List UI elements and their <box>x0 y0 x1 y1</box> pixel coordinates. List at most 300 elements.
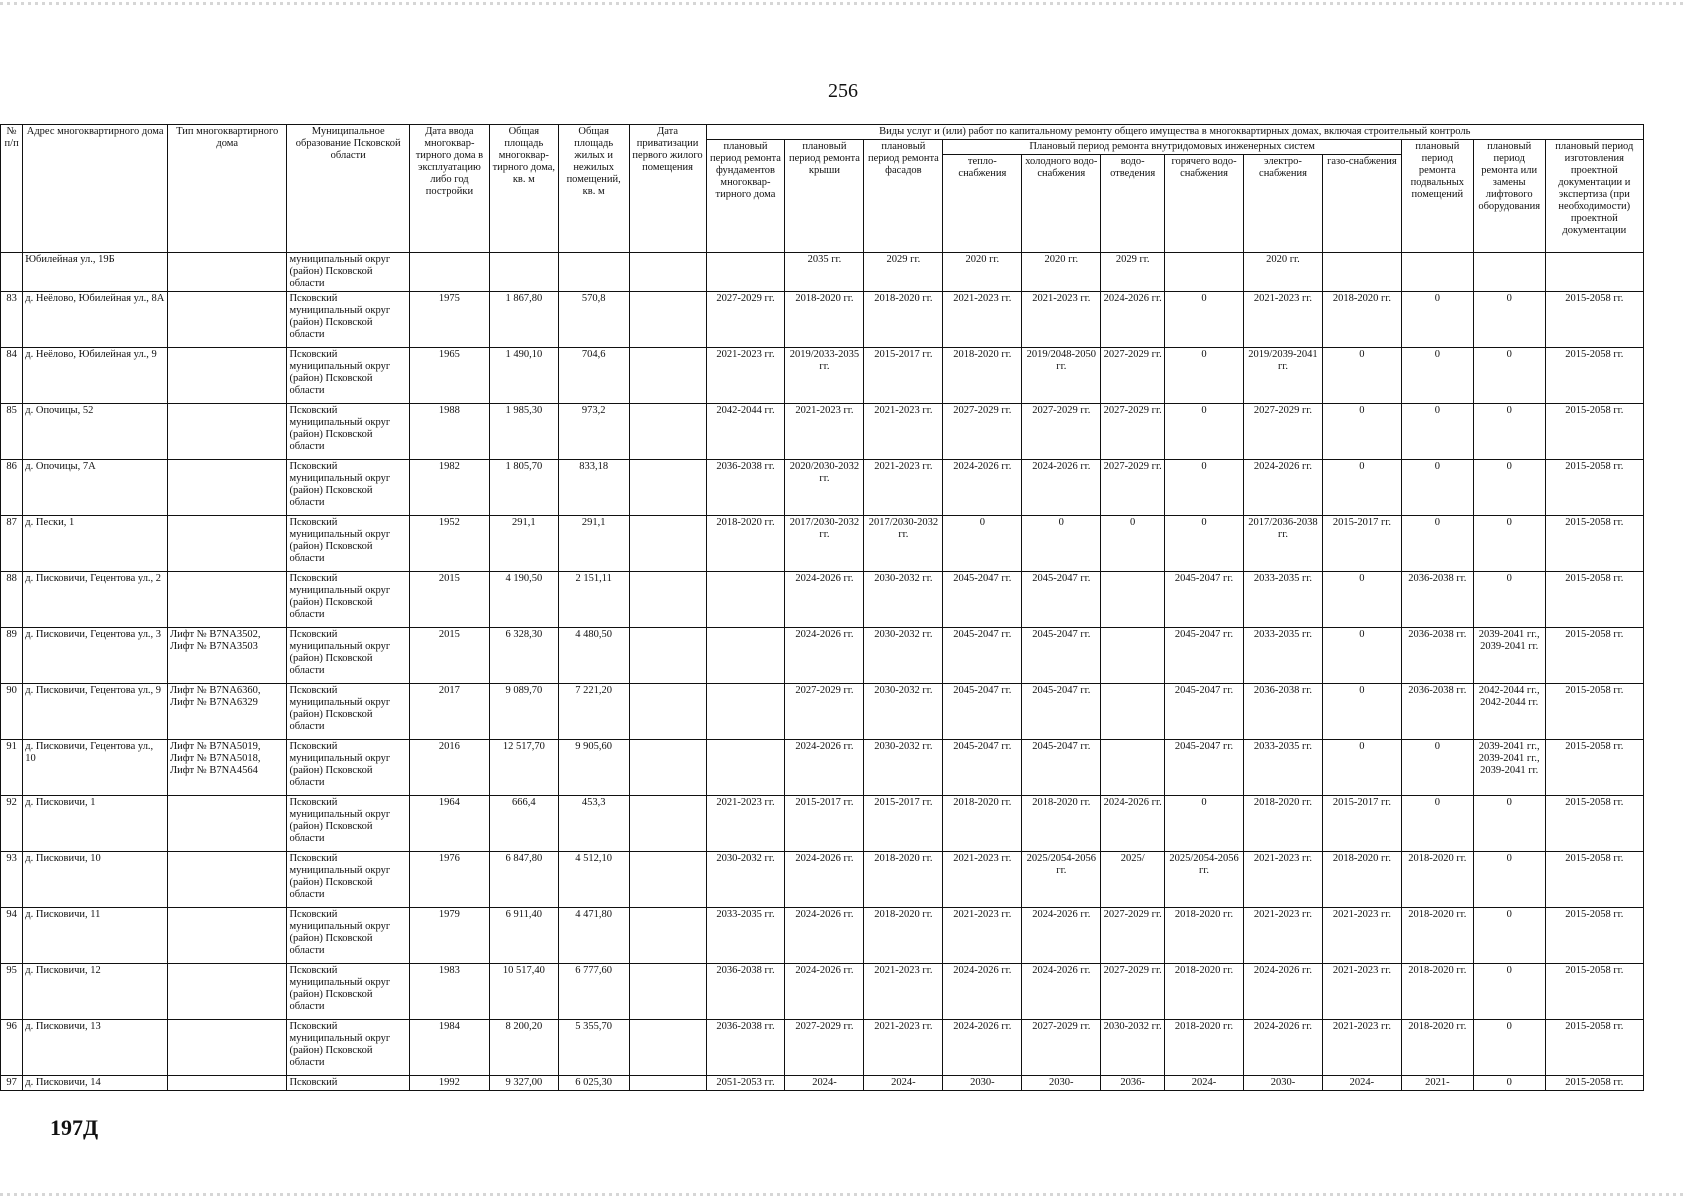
cell-address: д. Писковичи, 14 <box>23 1076 168 1091</box>
cell-type <box>168 460 287 516</box>
cell-cold: 2027-2029 гг. <box>1022 404 1101 460</box>
cell-roof: 2027-2029 гг. <box>785 1020 864 1076</box>
cell-num: 95 <box>1 964 23 1020</box>
cell-cold: 2020 гг. <box>1022 253 1101 292</box>
cell-cold: 2021-2023 гг. <box>1022 292 1101 348</box>
cell-design: 2015-2058 гг. <box>1545 404 1643 460</box>
cell-date: 1988 <box>409 404 489 460</box>
cell-cold: 2045-2047 гг. <box>1022 740 1101 796</box>
cell-elevator: 0 <box>1473 1020 1545 1076</box>
cell-num: 92 <box>1 796 23 852</box>
cell-municipality: Псковский муниципальный округ (район) Псковской области <box>287 684 409 740</box>
cell-elevator: 0 <box>1473 964 1545 1020</box>
cell-heat: 2024-2026 гг. <box>943 1020 1022 1076</box>
cell-electric: 2017/2036-2038 гг. <box>1244 516 1323 572</box>
cell-heat: 2045-2047 гг. <box>943 740 1022 796</box>
page-number: 256 <box>828 80 858 102</box>
cell-roof: 2019/2033-2035 гг. <box>785 348 864 404</box>
cell-design: 2015-2058 гг. <box>1545 852 1643 908</box>
cell-gas: 2024- <box>1322 1076 1401 1091</box>
cell-cold: 2024-2026 гг. <box>1022 964 1101 1020</box>
cell-num: 86 <box>1 460 23 516</box>
table-row <box>1 628 1644 684</box>
cell-basement: 2018-2020 гг. <box>1401 1020 1473 1076</box>
cell-hot: 2045-2047 гг. <box>1165 740 1244 796</box>
cell-total: 10 517,40 <box>489 964 558 1020</box>
cell-type <box>168 796 287 852</box>
cell-design: 2015-2058 гг. <box>1545 684 1643 740</box>
cell-heat: 2020 гг. <box>943 253 1022 292</box>
cell-gas <box>1322 253 1401 292</box>
table-row <box>1 460 1644 516</box>
capital-repair-table-wrap <box>0 124 1644 1091</box>
cell-priv <box>629 348 706 404</box>
cell-elevator: 2039-2041 гг., 2039-2041 гг., 2039-2041 гг. <box>1473 740 1545 796</box>
cell-address: д. Писковичи, 13 <box>23 1020 168 1076</box>
cell-basement: 2018-2020 гг. <box>1401 908 1473 964</box>
capital-repair-table <box>0 124 1644 1091</box>
cell-priv <box>629 460 706 516</box>
cell-total: 291,1 <box>489 516 558 572</box>
cell-type <box>168 348 287 404</box>
cell-electric: 2033-2035 гг. <box>1244 628 1323 684</box>
cell-type <box>168 292 287 348</box>
cell-total: 1 490,10 <box>489 348 558 404</box>
cell-hot: 2018-2020 гг. <box>1165 1020 1244 1076</box>
cell-basement: 0 <box>1401 460 1473 516</box>
cell-num: 94 <box>1 908 23 964</box>
table-row <box>1 796 1644 852</box>
table-body <box>1 253 1644 1091</box>
cell-municipality: муниципальный округ (район) Псковской области <box>287 253 409 292</box>
cell-municipality: Псковский муниципальный округ (район) Псковской области <box>287 852 409 908</box>
cell-sewer: 2027-2029 гг. <box>1101 460 1165 516</box>
cell-date: 2017 <box>409 684 489 740</box>
cell-num: 85 <box>1 404 23 460</box>
cell-design: 2015-2058 гг. <box>1545 740 1643 796</box>
cell-date: 1992 <box>409 1076 489 1091</box>
cell-total: 9 089,70 <box>489 684 558 740</box>
cell-type <box>168 1076 287 1091</box>
cell-living: 6 777,60 <box>558 964 629 1020</box>
cell-hot: 2045-2047 гг. <box>1165 684 1244 740</box>
table-row <box>1 572 1644 628</box>
cell-basement: 0 <box>1401 404 1473 460</box>
header-systems-group: Плановый период ремонта внутридомовых инженерных систем <box>943 140 1402 155</box>
cell-sewer: 2024-2026 гг. <box>1101 292 1165 348</box>
cell-sewer: 2027-2029 гг. <box>1101 964 1165 1020</box>
cell-design: 2015-2058 гг. <box>1545 516 1643 572</box>
cell-heat: 0 <box>943 516 1022 572</box>
cell-heat: 2045-2047 гг. <box>943 684 1022 740</box>
cell-priv <box>629 516 706 572</box>
cell-municipality: Псковский муниципальный округ (район) Псковской области <box>287 628 409 684</box>
cell-facade: 2021-2023 гг. <box>864 460 943 516</box>
cell-hot: 0 <box>1165 516 1244 572</box>
cell-date: 2015 <box>409 572 489 628</box>
cell-elevator: 0 <box>1473 1076 1545 1091</box>
cell-type: Лифт № B7NA3502, Лифт № B7NA3503 <box>168 628 287 684</box>
cell-municipality: Псковский муниципальный округ (район) Псковской области <box>287 1020 409 1076</box>
cell-living: 704,6 <box>558 348 629 404</box>
cell-foundation <box>706 684 785 740</box>
header-living-area: Общая площадь жилых и нежилых помещений, кв. м <box>558 125 629 253</box>
cell-hot: 0 <box>1165 796 1244 852</box>
header-total-area: Общая площадь многоквар-тирного дома, кв. м <box>489 125 558 253</box>
cell-gas: 0 <box>1322 404 1401 460</box>
header-gas: газо-снабжения <box>1322 155 1401 253</box>
table-row <box>1 908 1644 964</box>
cell-roof: 2024- <box>785 1076 864 1091</box>
cell-living: 6 025,30 <box>558 1076 629 1091</box>
cell-foundation: 2042-2044 гг. <box>706 404 785 460</box>
cell-heat: 2045-2047 гг. <box>943 628 1022 684</box>
cell-basement: 0 <box>1401 796 1473 852</box>
cell-priv <box>629 292 706 348</box>
cell-gas: 0 <box>1322 572 1401 628</box>
cell-type <box>168 253 287 292</box>
cell-gas: 2018-2020 гг. <box>1322 852 1401 908</box>
cell-design: 2015-2058 гг. <box>1545 348 1643 404</box>
header-type: Тип многоквартирного дома <box>168 125 287 253</box>
cell-sewer: 2027-2029 гг. <box>1101 404 1165 460</box>
cell-address: д. Писковичи, Гецентова ул., 3 <box>23 628 168 684</box>
header-roof: плановый период ремонта крыши <box>785 140 864 253</box>
cell-cold: 2045-2047 гг. <box>1022 684 1101 740</box>
cell-sewer <box>1101 684 1165 740</box>
cell-hot <box>1165 253 1244 292</box>
cell-living: 2 151,11 <box>558 572 629 628</box>
cell-priv <box>629 852 706 908</box>
cell-living: 9 905,60 <box>558 740 629 796</box>
cell-foundation: 2033-2035 гг. <box>706 908 785 964</box>
cell-living: 4 512,10 <box>558 852 629 908</box>
cell-basement: 0 <box>1401 516 1473 572</box>
cell-sewer: 0 <box>1101 516 1165 572</box>
cell-heat: 2045-2047 гг. <box>943 572 1022 628</box>
cell-heat: 2021-2023 гг. <box>943 908 1022 964</box>
cell-address: д. Неёлово, Юбилейная ул., 9 <box>23 348 168 404</box>
cell-gas: 0 <box>1322 740 1401 796</box>
cell-basement: 2036-2038 гг. <box>1401 628 1473 684</box>
cell-design: 2015-2058 гг. <box>1545 964 1643 1020</box>
cell-foundation: 2036-2038 гг. <box>706 1020 785 1076</box>
table-header <box>1 125 1644 253</box>
cell-elevator: 2039-2041 гг., 2039-2041 гг. <box>1473 628 1545 684</box>
cell-hot: 0 <box>1165 404 1244 460</box>
cell-basement <box>1401 253 1473 292</box>
table-row <box>1 740 1644 796</box>
cell-elevator: 0 <box>1473 348 1545 404</box>
cell-heat: 2021-2023 гг. <box>943 852 1022 908</box>
cell-design: 2015-2058 гг. <box>1545 1076 1643 1091</box>
cell-gas: 2021-2023 гг. <box>1322 1020 1401 1076</box>
cell-electric: 2021-2023 гг. <box>1244 292 1323 348</box>
cell-basement: 0 <box>1401 348 1473 404</box>
cell-foundation <box>706 628 785 684</box>
cell-address: д. Неёлово, Юбилейная ул., 8А <box>23 292 168 348</box>
cell-gas: 0 <box>1322 348 1401 404</box>
cell-heat: 2021-2023 гг. <box>943 292 1022 348</box>
header-services-group: Виды услуг и (или) работ по капитальному ремонту общего имущества в многоквартирных домах, включая строительный контроль <box>706 125 1643 140</box>
cell-num: 83 <box>1 292 23 348</box>
cell-num: 87 <box>1 516 23 572</box>
scan-edge-top <box>0 2 1686 5</box>
cell-priv <box>629 740 706 796</box>
cell-facade: 2030-2032 гг. <box>864 684 943 740</box>
cell-date: 1984 <box>409 1020 489 1076</box>
cell-foundation: 2036-2038 гг. <box>706 460 785 516</box>
cell-design: 2015-2058 гг. <box>1545 572 1643 628</box>
cell-elevator <box>1473 253 1545 292</box>
header-foundation: плановый период ремонта фундаментов многоквар-тирного дома <box>706 140 785 253</box>
cell-municipality: Псковский муниципальный округ (район) Псковской области <box>287 516 409 572</box>
cell-cold: 2027-2029 гг. <box>1022 1020 1101 1076</box>
cell-roof: 2020/2030-2032 гг. <box>785 460 864 516</box>
header-hot-water: горячего водо-снабжения <box>1165 155 1244 253</box>
cell-foundation: 2030-2032 гг. <box>706 852 785 908</box>
cell-type <box>168 516 287 572</box>
cell-roof: 2024-2026 гг. <box>785 740 864 796</box>
cell-total: 8 200,20 <box>489 1020 558 1076</box>
cell-hot: 0 <box>1165 292 1244 348</box>
cell-elevator: 0 <box>1473 572 1545 628</box>
cell-address: д. Писковичи, 11 <box>23 908 168 964</box>
cell-design: 2015-2058 гг. <box>1545 628 1643 684</box>
cell-num: 84 <box>1 348 23 404</box>
cell-living: 7 221,20 <box>558 684 629 740</box>
cell-facade: 2021-2023 гг. <box>864 404 943 460</box>
cell-cold: 2025/2054-2056 гг. <box>1022 852 1101 908</box>
cell-elevator: 0 <box>1473 460 1545 516</box>
cell-type <box>168 572 287 628</box>
cell-sewer: 2030-2032 гг. <box>1101 1020 1165 1076</box>
cell-electric: 2036-2038 гг. <box>1244 684 1323 740</box>
cell-heat: 2024-2026 гг. <box>943 964 1022 1020</box>
cell-type <box>168 1020 287 1076</box>
cell-address: д. Писковичи, 1 <box>23 796 168 852</box>
cell-elevator: 0 <box>1473 796 1545 852</box>
cell-facade: 2015-2017 гг. <box>864 796 943 852</box>
cell-basement: 2018-2020 гг. <box>1401 852 1473 908</box>
cell-basement: 2021- <box>1401 1076 1473 1091</box>
cell-date: 1975 <box>409 292 489 348</box>
cell-type: Лифт № B7NA6360, Лифт № B7NA6329 <box>168 684 287 740</box>
cell-facade: 2015-2017 гг. <box>864 348 943 404</box>
cell-sewer: 2024-2026 гг. <box>1101 796 1165 852</box>
cell-address: Юбилейная ул., 19Б <box>23 253 168 292</box>
cell-living: 291,1 <box>558 516 629 572</box>
cell-municipality: Псковский муниципальный округ (район) Псковской области <box>287 460 409 516</box>
cell-cold: 2045-2047 гг. <box>1022 572 1101 628</box>
header-basement: плановый период ремонта подвальных помещений <box>1401 140 1473 253</box>
header-date-commissioned: Дата ввода многоквар-тирного дома в эксплуатацию либо год постройки <box>409 125 489 253</box>
cell-total: 666,4 <box>489 796 558 852</box>
cell-priv <box>629 964 706 1020</box>
cell-hot: 2045-2047 гг. <box>1165 572 1244 628</box>
cell-gas: 2021-2023 гг. <box>1322 964 1401 1020</box>
cell-electric: 2033-2035 гг. <box>1244 740 1323 796</box>
cell-cold: 2018-2020 гг. <box>1022 796 1101 852</box>
cell-roof: 2024-2026 гг. <box>785 964 864 1020</box>
cell-foundation: 2051-2053 гг. <box>706 1076 785 1091</box>
cell-roof: 2024-2026 гг. <box>785 628 864 684</box>
cell-municipality: Псковский муниципальный округ (район) Псковской области <box>287 796 409 852</box>
header-cold-water: холодного водо-снабжения <box>1022 155 1101 253</box>
cell-type <box>168 852 287 908</box>
cell-facade: 2021-2023 гг. <box>864 964 943 1020</box>
cell-heat: 2018-2020 гг. <box>943 796 1022 852</box>
cell-address: д. Опочицы, 52 <box>23 404 168 460</box>
cell-basement: 2036-2038 гг. <box>1401 572 1473 628</box>
cell-total: 6 911,40 <box>489 908 558 964</box>
cell-electric: 2019/2039-2041 гг. <box>1244 348 1323 404</box>
cell-facade: 2030-2032 гг. <box>864 628 943 684</box>
cell-design: 2015-2058 гг. <box>1545 292 1643 348</box>
cell-elevator: 0 <box>1473 292 1545 348</box>
cell-gas: 0 <box>1322 460 1401 516</box>
cell-address: д. Писковичи, 10 <box>23 852 168 908</box>
cell-basement: 0 <box>1401 292 1473 348</box>
cell-elevator: 0 <box>1473 404 1545 460</box>
cell-hot: 0 <box>1165 460 1244 516</box>
table-row <box>1 684 1644 740</box>
cell-design: 2015-2058 гг. <box>1545 796 1643 852</box>
cell-type <box>168 908 287 964</box>
header-elevator: плановый период ремонта или замены лифтового оборудования <box>1473 140 1545 253</box>
cell-date: 1976 <box>409 852 489 908</box>
cell-gas: 2015-2017 гг. <box>1322 516 1401 572</box>
cell-num <box>1 253 23 292</box>
cell-design: 2015-2058 гг. <box>1545 908 1643 964</box>
header-address: Адрес многоквартирного дома <box>23 125 168 253</box>
cell-foundation: 2018-2020 гг. <box>706 516 785 572</box>
cell-date: 1982 <box>409 460 489 516</box>
header-heat: тепло-снабжения <box>943 155 1022 253</box>
cell-type: Лифт № B7NA5019, Лифт № B7NA5018, Лифт № B7NA4564 <box>168 740 287 796</box>
cell-basement: 2018-2020 гг. <box>1401 964 1473 1020</box>
cell-municipality: Псковский муниципальный округ (район) Псковской области <box>287 292 409 348</box>
cell-municipality: Псковский муниципальный округ (район) Псковской области <box>287 404 409 460</box>
cell-total: 1 985,30 <box>489 404 558 460</box>
cell-address: д. Писковичи, 12 <box>23 964 168 1020</box>
cell-living: 4 471,80 <box>558 908 629 964</box>
document-code: 197Д <box>50 1115 99 1140</box>
cell-facade: 2024- <box>864 1076 943 1091</box>
cell-basement: 0 <box>1401 740 1473 796</box>
cell-date: 1979 <box>409 908 489 964</box>
cell-cold: 2024-2026 гг. <box>1022 460 1101 516</box>
cell-municipality: Псковский муниципальный округ (район) Псковской области <box>287 964 409 1020</box>
cell-roof: 2024-2026 гг. <box>785 572 864 628</box>
cell-electric: 2021-2023 гг. <box>1244 908 1323 964</box>
cell-roof: 2021-2023 гг. <box>785 404 864 460</box>
cell-electric: 2020 гг. <box>1244 253 1323 292</box>
cell-priv <box>629 628 706 684</box>
cell-facade: 2017/2030-2032 гг. <box>864 516 943 572</box>
cell-type <box>168 404 287 460</box>
table-row <box>1 404 1644 460</box>
cell-electric: 2024-2026 гг. <box>1244 1020 1323 1076</box>
cell-address: д. Писковичи, Гецентова ул., 9 <box>23 684 168 740</box>
table-row <box>1 1076 1644 1091</box>
cell-priv <box>629 404 706 460</box>
header-municipality: Муниципальное образование Псковской области <box>287 125 409 253</box>
cell-roof: 2015-2017 гг. <box>785 796 864 852</box>
cell-type <box>168 964 287 1020</box>
cell-heat: 2018-2020 гг. <box>943 348 1022 404</box>
cell-sewer <box>1101 572 1165 628</box>
cell-priv <box>629 253 706 292</box>
cell-hot: 2018-2020 гг. <box>1165 908 1244 964</box>
cell-total: 9 327,00 <box>489 1076 558 1091</box>
table-row <box>1 852 1644 908</box>
cell-sewer: 2027-2029 гг. <box>1101 908 1165 964</box>
cell-elevator: 0 <box>1473 516 1545 572</box>
cell-heat: 2024-2026 гг. <box>943 460 1022 516</box>
table-row <box>1 348 1644 404</box>
cell-elevator: 0 <box>1473 908 1545 964</box>
cell-date: 1983 <box>409 964 489 1020</box>
cell-foundation <box>706 253 785 292</box>
cell-num: 93 <box>1 852 23 908</box>
cell-electric: 2027-2029 гг. <box>1244 404 1323 460</box>
cell-foundation: 2021-2023 гг. <box>706 348 785 404</box>
cell-priv <box>629 796 706 852</box>
header-design-docs: плановый период изготовления проектной документации и экспертиза (при необходимости) проектной документации <box>1545 140 1643 253</box>
cell-sewer: 2027-2029 гг. <box>1101 348 1165 404</box>
cell-design: 2015-2058 гг. <box>1545 460 1643 516</box>
table-row <box>1 964 1644 1020</box>
cell-municipality: Псковский муниципальный округ (район) Псковской области <box>287 908 409 964</box>
cell-basement: 2036-2038 гг. <box>1401 684 1473 740</box>
cell-living <box>558 253 629 292</box>
cell-hot: 2045-2047 гг. <box>1165 628 1244 684</box>
cell-electric: 2024-2026 гг. <box>1244 964 1323 1020</box>
cell-total: 1 805,70 <box>489 460 558 516</box>
cell-roof: 2027-2029 гг. <box>785 684 864 740</box>
cell-foundation <box>706 572 785 628</box>
cell-foundation <box>706 740 785 796</box>
cell-num: 90 <box>1 684 23 740</box>
cell-facade: 2021-2023 гг. <box>864 1020 943 1076</box>
cell-address: д. Опочицы, 7А <box>23 460 168 516</box>
cell-gas: 0 <box>1322 684 1401 740</box>
cell-num: 97 <box>1 1076 23 1091</box>
cell-roof: 2017/2030-2032 гг. <box>785 516 864 572</box>
header-facade: плановый период ремонта фасадов <box>864 140 943 253</box>
cell-living: 570,8 <box>558 292 629 348</box>
cell-facade: 2018-2020 гг. <box>864 908 943 964</box>
cell-cold: 0 <box>1022 516 1101 572</box>
cell-address: д. Пески, 1 <box>23 516 168 572</box>
cell-facade: 2030-2032 гг. <box>864 740 943 796</box>
cell-living: 5 355,70 <box>558 1020 629 1076</box>
cell-electric: 2033-2035 гг. <box>1244 572 1323 628</box>
cell-living: 833,18 <box>558 460 629 516</box>
cell-hot: 2025/2054-2056 гг. <box>1165 852 1244 908</box>
cell-electric: 2030- <box>1244 1076 1323 1091</box>
cell-roof: 2024-2026 гг. <box>785 908 864 964</box>
cell-roof: 2024-2026 гг. <box>785 852 864 908</box>
cell-foundation: 2036-2038 гг. <box>706 964 785 1020</box>
cell-date: 1952 <box>409 516 489 572</box>
table-row <box>1 516 1644 572</box>
cell-electric: 2021-2023 гг. <box>1244 852 1323 908</box>
header-privatization-date: Дата приватизации первого жилого помещения <box>629 125 706 253</box>
scan-edge-bottom <box>0 1193 1686 1196</box>
cell-gas: 2015-2017 гг. <box>1322 796 1401 852</box>
